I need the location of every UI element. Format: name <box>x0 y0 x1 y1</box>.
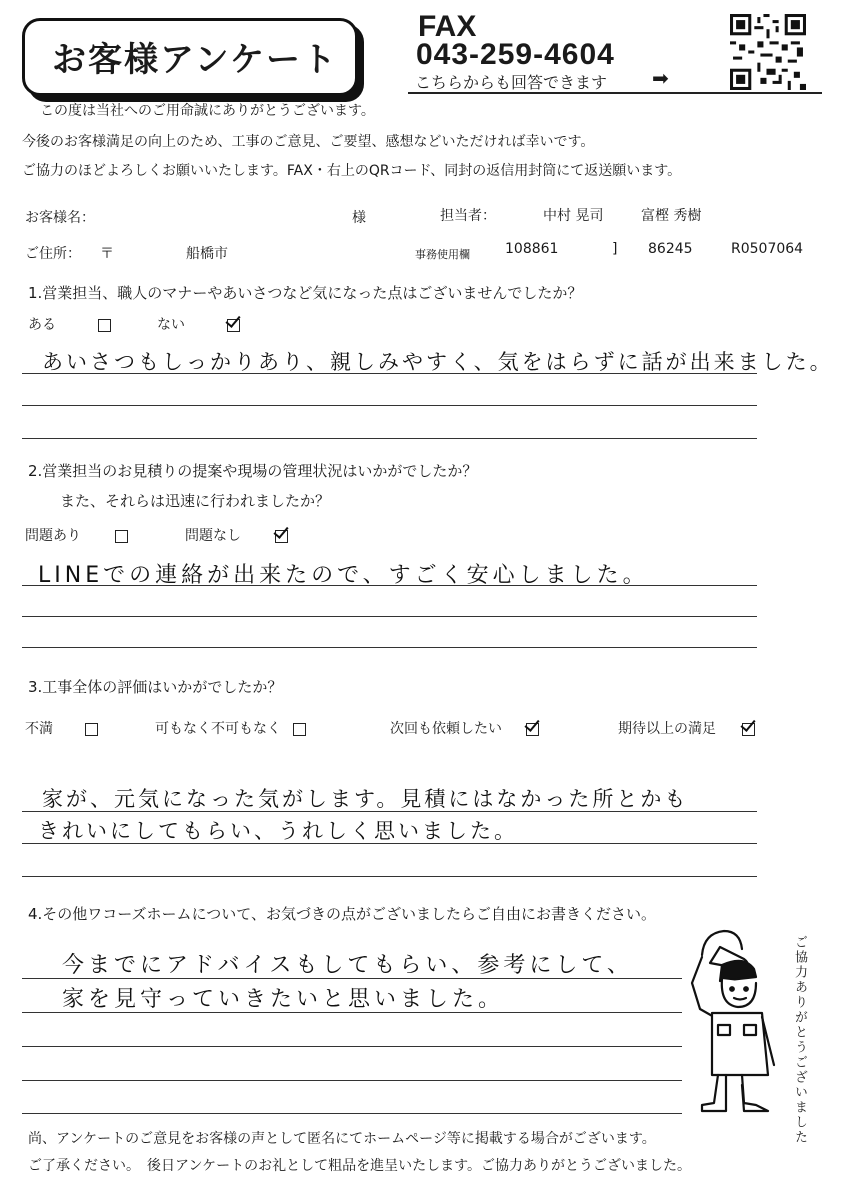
office-use-label: 事務使用欄 <box>415 248 470 261</box>
q2-line-1 <box>22 585 757 586</box>
customer-name-label: お客様名： <box>25 210 95 226</box>
qr-note: こちらからも回答できます <box>415 73 608 92</box>
q2-line-2 <box>22 616 757 617</box>
intro-line-2: 今後のお客様満足の向上のため、工事のご意見、ご要望、感想などいただければ幸いです。 <box>22 134 595 150</box>
q3-option-exceeded: 期待以上の満足 <box>618 721 716 737</box>
intro-line-3: ご協力のほどよろしくお願いいたします。FAX・右上のQRコード、同封の返信用封筒にて返送願います。 <box>22 163 682 179</box>
fax-number: 043-259-4604 <box>416 38 615 71</box>
footer-line-2: ご了承ください。 後日アンケートのお礼として粗品を進呈いたします。ご協力ありがとうございました。 <box>28 1158 692 1174</box>
office-code-3: R0507064 <box>731 241 804 257</box>
q4-line-2 <box>22 1012 682 1013</box>
q2-checkbox-no-problem[interactable] <box>275 530 288 543</box>
q2-answer: LINEでの連絡が出来たので、すごく安心しました。 <box>38 563 649 588</box>
q4-answer-line-1: 今までにアドバイスもしてもらい、参考にして、 <box>62 953 633 978</box>
sama-label: 様 <box>352 210 366 226</box>
staff-label: 担当者： <box>440 208 496 224</box>
address-city: 船橋市 <box>186 246 228 262</box>
footer-line-1: 尚、アンケートのご意見をお客様の声として匿名にてホームページ等に掲載する場合がございます。 <box>28 1131 656 1147</box>
q4-line-1 <box>22 978 682 979</box>
q3-option-neutral: 可もなく不可もなく <box>155 721 281 737</box>
q1-line-3 <box>22 438 757 439</box>
address-label: ご住所： <box>25 246 81 262</box>
q1-option-nai: ない <box>157 317 185 333</box>
q1-line-1 <box>22 373 757 374</box>
q3-line-3 <box>22 876 757 877</box>
intro-line-1: この度は当社へのご用命誠にありがとうございます。 <box>40 103 375 119</box>
qr-code-icon[interactable] <box>730 14 806 90</box>
q1-answer: あいさつもしっかりあり、親しみやすく、気をはらずに話が出来ました。 <box>42 350 834 374</box>
q1-line-2 <box>22 405 757 406</box>
staff-name-2: 富樫 秀樹 <box>641 208 702 224</box>
q3-answer-line-1: 家が、元気になった気がします。見積にはなかった所とかも <box>42 787 689 811</box>
q2-option-problem: 問題あり <box>25 528 81 544</box>
staff-name-1: 中村 晃司 <box>543 208 604 224</box>
header-rule <box>408 92 822 94</box>
worker-mascot-icon <box>682 925 792 1120</box>
q3-checkbox-exceeded[interactable] <box>742 723 755 736</box>
q3-answer-line-2: きれいにしてもらい、うれしく思いました。 <box>38 819 518 843</box>
q3-checkbox-neutral[interactable] <box>293 723 306 736</box>
q1-question: 1.営業担当、職人のマナーやあいさつなど気になった点はございませんでしたか？ <box>28 284 583 302</box>
page-title: お客様アンケート <box>52 40 338 80</box>
q2-line-3 <box>22 647 757 648</box>
fax-label: FAX <box>418 10 477 43</box>
q4-line-3 <box>22 1046 682 1047</box>
q4-line-5 <box>22 1113 682 1114</box>
q3-question: 3.工事全体の評価はいかがでしたか？ <box>28 678 283 696</box>
office-code-2: 86245 <box>648 241 693 257</box>
office-code-1: 108861 <box>505 241 559 257</box>
q4-line-4 <box>22 1080 682 1081</box>
q2-question: 2.営業担当のお見積りの提案や現場の管理状況はいかがでしたか？ <box>28 462 478 480</box>
q3-checkbox-fuman[interactable] <box>85 723 98 736</box>
q2-option-no-problem: 問題なし <box>185 528 241 544</box>
q1-checkbox-nai[interactable] <box>227 319 240 332</box>
q2-checkbox-problem[interactable] <box>115 530 128 543</box>
office-code-mark: ] <box>612 241 618 257</box>
q4-answer-line-2: 家を見守っていきたいと思いました。 <box>62 987 505 1012</box>
side-thanks: ご協力ありがとうございました <box>792 935 807 1145</box>
q3-option-fuman: 不満 <box>25 721 53 737</box>
q3-line-1 <box>22 811 757 812</box>
q3-line-2 <box>22 843 757 844</box>
q3-option-repeat: 次回も依頼したい <box>390 721 502 737</box>
q1-option-aru: ある <box>28 317 56 333</box>
q3-checkbox-repeat[interactable] <box>526 723 539 736</box>
q4-question: 4.その他ワコーズホームについて、お気づきの点がございましたらご自由にお書きください。 <box>28 905 656 923</box>
arrow-right-icon: ➡ <box>652 66 669 90</box>
q1-checkbox-aru[interactable] <box>98 319 111 332</box>
postal-mark: 〒 <box>100 246 114 262</box>
q2-question-2: また、それらは迅速に行われましたか？ <box>60 492 331 510</box>
